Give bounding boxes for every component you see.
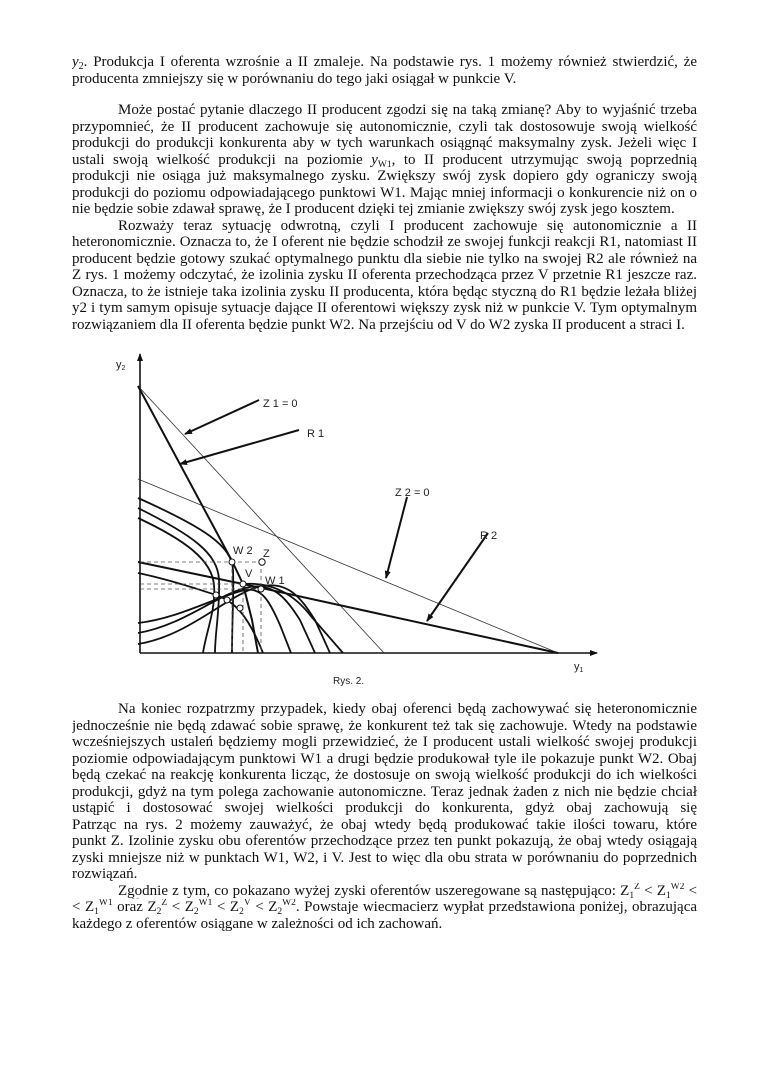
label-z2-zero: Z 2 = 0	[395, 487, 430, 499]
math-sup: V	[243, 899, 251, 908]
intersection-point	[213, 592, 219, 598]
text-line: przypomnieć, że II producent zachowuje się autonomicznie, czyli tak dostosowuje swoją wielkość	[72, 118, 697, 135]
text-line: produkcji nie osiąga już maksymalnego zysku. Zwiększy swój zysk dopiero gdy ograniczy swoją	[72, 168, 697, 184]
text-line: ustąpić i dostosować swojej wielkości produkcji do konkurenta, gdyż obaj zachowują się	[72, 800, 697, 816]
text-line: produkcji do poziomu odpowiadającego punktowi W1. Mając mniej informacji o konkurencie niż on o	[72, 184, 697, 201]
text-line: rozwiązań.	[72, 866, 138, 882]
text-segment: . Produkcja I oferenta wzrośnie a II zmaleje. Na podstawie rys. 1 możemy również stwierdzić, że	[83, 54, 697, 70]
math-sub: W1	[377, 159, 392, 168]
text-segment: . Powstaje wiecmacierz wypłat przedstawiona poniżej, obrazująca	[295, 899, 697, 915]
label-r2: R 2	[480, 530, 498, 542]
r2-reaction-line	[138, 562, 558, 653]
x-axis-label: y1	[574, 661, 584, 674]
text-line: nie będzie sobie zdawał sprawę, że I producent dzięki tej zmianie zwiększy swój zysk jego kosztem.	[72, 201, 675, 217]
point-w2	[229, 559, 235, 565]
text-line: będą czekać na reakcję konkurenta licząc, że dostosuje on swoją wielkość produkcji do ich wielkości	[72, 767, 697, 783]
text-line: każdego z oferentów osiągane w zależności od ich zachowań.	[72, 915, 443, 932]
r1-arrow	[180, 430, 299, 464]
math-sup: W2	[282, 899, 296, 908]
text-line: y2 i tym samym opisuje sytuacje dające II oferentowi większy zysk niż w punkcie V. Tym optymalnym	[72, 300, 697, 316]
text-line: produkcji do produkcji konkurenta aby w tych warunkach osiągnąć maksymalny zysk. Jeżeli więc I	[72, 135, 697, 151]
intersection-point	[237, 605, 243, 611]
math-isub: 2	[78, 61, 84, 71]
text-line: producent będzie gotowy szukać optymalnego punktu dla siebie nie tylko na swojej R2 ale również na	[72, 250, 697, 267]
text-line: rozwiązaniem dla II oferenta będzie punkt W2. Na przejściu od V do W2 zyska II producent a straci I.	[72, 316, 685, 333]
text-segment: ustali swoją wielkość produkcji na poziomie	[72, 151, 372, 168]
math-sub: 2	[277, 907, 283, 916]
text-line: Oznacza, to że istnieje taka izolinia zysku II producenta, która będąc styczną do R1 będzie leżała bliżej	[72, 283, 697, 300]
text-segment: < Z	[212, 899, 240, 915]
text-line: heteronomicznie. Oznacza to, że I oferent nie będzie schodził ze swojej funkcji reakcji R1, natomiast II	[72, 234, 697, 250]
label-z: Z	[263, 548, 270, 560]
z2-zero-arrow	[386, 497, 407, 578]
text-segment: < Z	[72, 899, 95, 915]
text-line: Rozważy teraz sytuację odwrotną, czyli I producent zachowuje się autonomicznie a II	[118, 217, 697, 234]
text-segment: < Z	[639, 882, 666, 899]
y-axis-label: y2	[116, 359, 126, 372]
intersection-point	[224, 597, 230, 603]
text-line: Patrząc na rys. 2 możemy zauważyć, że obaj wtedy będą produkować takie ilości towaru, które	[72, 816, 697, 833]
text-line: wcześniejszych ustaleń będziemy mogli przewidzieć, że I producent ustali wielkość swojej produkcji	[72, 734, 697, 750]
text-segment: , to II producent utrzymując swoją poprzednią	[391, 151, 697, 168]
math-sub: 2	[156, 907, 162, 916]
text-line: producenta zmniejszy się w porównaniu do tego jaki osiągał w punkcie V.	[72, 70, 517, 87]
math-sup: Z	[634, 882, 640, 892]
label-r1: R 1	[307, 428, 325, 440]
math-sup: Z	[161, 899, 168, 908]
text-segment: Zgodnie z tym, co pokazano wyżej zyski oferentów uszeregowane są następująco: Z	[118, 882, 630, 899]
text-line: produkcji, gdyż na tym polega zachowanie autonomiczne. Teraz jednak żaden z nich nie będzie chciał	[72, 783, 697, 800]
point-v	[240, 581, 246, 587]
r1-reaction-line	[138, 386, 258, 653]
label-z1-zero: Z 1 = 0	[263, 398, 298, 410]
text-segment: oraz Z	[112, 899, 157, 915]
text-line: punkt Z. Izolinie zysku obu oferentów przechodzące przez ten punkt pokazują, że obaj wtedy osiągają	[72, 833, 697, 849]
r2-arrow	[427, 533, 488, 621]
figure-caption: Rys. 2.	[333, 676, 365, 687]
z1-zero-arrow	[185, 400, 259, 434]
text-line: Na koniec rozpatrzmy przypadek, kiedy obaj oferenci będą zachowywać się heteronomicznie	[118, 701, 697, 717]
math-sub: 1	[629, 890, 635, 899]
label-w1: W 1	[265, 575, 285, 587]
text-line: Z rys. 1 możemy odczytać, że izolinia zysku II oferenta przechodząca przez V przetnie R1 jeszcze raz.	[72, 267, 697, 283]
math-sub: 2	[239, 907, 244, 916]
text-segment: < Z	[167, 899, 194, 915]
label-w2: W 2	[233, 545, 253, 557]
math-sup: W2	[670, 882, 685, 892]
text-segment: <	[688, 882, 697, 899]
text-line: Może postać pytanie dlaczego II producent zgodzi się na taką zmianę? Aby to wyjaśnić trzeba	[118, 102, 697, 118]
point-w1	[258, 586, 264, 592]
math-i: y	[72, 54, 79, 70]
math-sub: 1	[665, 890, 671, 899]
text-line: poziomie odpowiadającym punktowi W1 a drugi będzie produkował tyle ile pokazuje punkt W2. Obaj	[72, 750, 697, 767]
text-segment: < Z	[250, 899, 278, 915]
math-sup: W1	[98, 899, 113, 908]
math-sub: 2	[193, 907, 199, 916]
text-line: zyski mniejsze niż w punktach W1, W2, i V. Jest to więc dla obu strata w porównaniu do poprzednich	[72, 849, 697, 866]
label-v: V	[245, 568, 253, 580]
math-sub: 1	[94, 907, 99, 916]
math-sup: W1	[198, 899, 213, 908]
text-line: jednocześnie nie będą zdawać sobie sprawę, że konkurent też tak się zachowuje. Wtedy na podstawie	[72, 717, 697, 734]
math-i: y	[371, 151, 378, 168]
